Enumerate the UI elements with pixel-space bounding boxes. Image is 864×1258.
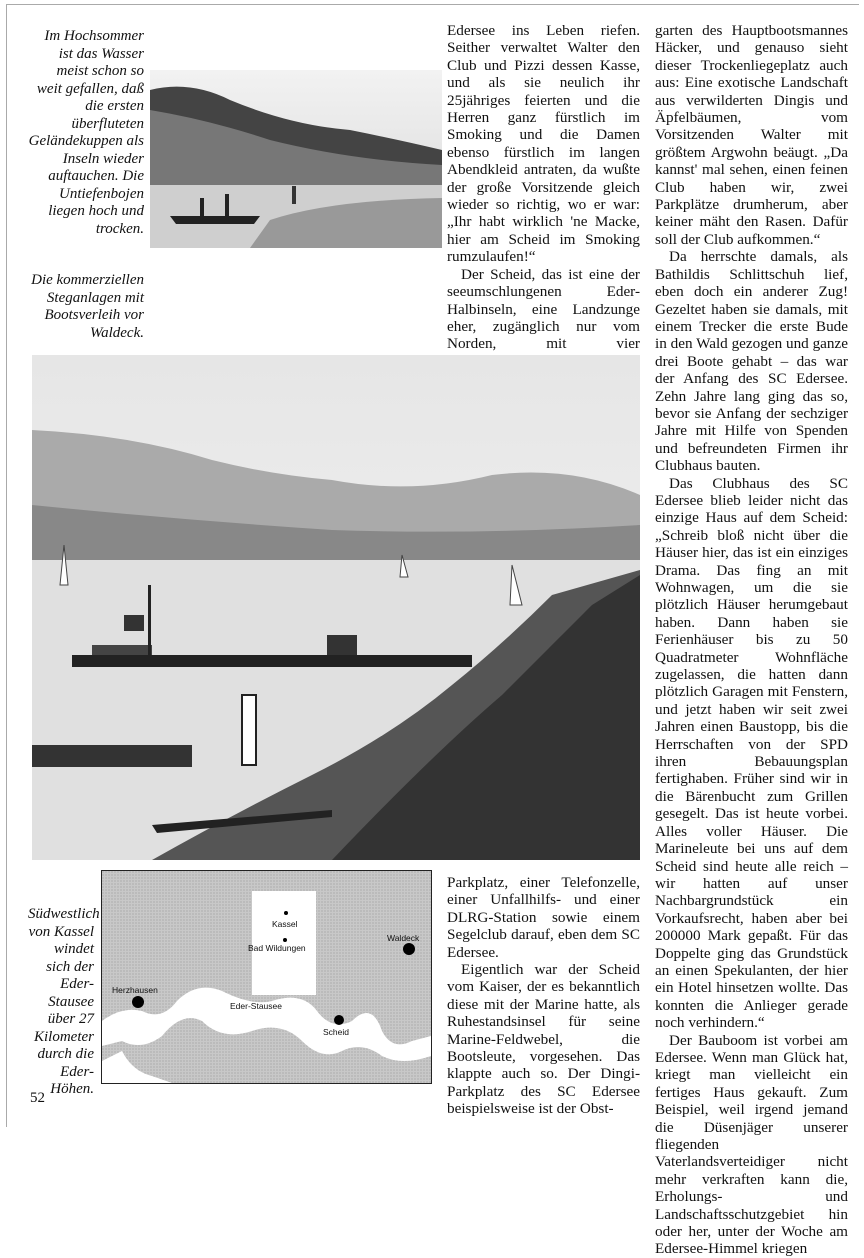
herzhausen-dot	[132, 996, 144, 1008]
bad-wildungen-dot	[283, 938, 287, 942]
paragraph: Da herrschte damals, als Bathildis Schlittschuh lief, eben doch ein anderer Zug! Gezeltet haben sie damals, mit einem Trecker die erste Bude in den Wald gezogen und ganze drei Boote gehabt – das war der Anfang des SC Edersee. Zehn Jahre lang ging das so, bevor sie Anfang der sechziger Jahre mit Hilfe von Spenden und befreundeten Firmen ihr Clubhaus bauten.	[655, 248, 848, 475]
caption-middle: Die kommerziellen Steganlagen mit Bootsverleih vor Waldeck.	[31, 272, 144, 341]
paragraph: Das Clubhaus des SC Edersee blieb leider nicht das einzige Haus auf dem Scheid: „Schreib bloß nicht über die Häuser hier, das ist ein einziges Drama. Das fing an mit Wohnwagen, um die sie plötzlich Häuser herumgebaut haben. Dann haben sie Ferienhäuser bis zu 50 Quadratmeter Wohnfläche zugelassen, die hatten dann plötzlich Garagen mit Fenstern, und jetzt haben wir seit zwei Jahren einen Baustopp, bis die Herrschaften von der SPD ihren Bebauungsplan fertighaben. Früher sind wir in die Bärenbucht zum Grillen gesegelt. Das ist heute vorbei. Alles voller Häuser. Die Marineleute bei uns auf dem Scheid sind heute alle reich – wir hatten auf unser Nachbargrundstück ein Vorkaufsrecht, haben aber bei 200000 Mark gepaßt. Für das Doppelte ging das Grundstück an einen Spekulanten, der hier ein Hotel hinsetzen wollte. Das konnten die Anlieger gerade noch verhindern.“	[655, 474, 848, 1032]
paragraph: Parkplatz, einer Telefonzelle, einer Unfallhilfs- und einer DLRG-Station sowie einem Segelclub darauf, eben dem SC Edersee.	[447, 874, 640, 961]
column-2	[655, 22, 848, 1258]
paragraph: Der Bauboom ist vorbei am Edersee. Wenn man Glück hat, kriegt man vielleicht ein fertiges Haus gekauft. Zum Beispiel, weil irgend jemand die Düsenjäger unserer fliegenden Vaterlandsverteidiger nicht mehr verkraften kann die, Erholungs- und Landschaftsschutzgebiet hin oder her, unter der Woche am Edersee-Himmel kriegen	[655, 1031, 848, 1258]
map-label-bad-wildungen: Bad Wildungen	[248, 943, 306, 953]
map-label-herzhausen: Herzhausen	[112, 985, 158, 995]
map-eder-stausee	[101, 870, 432, 1084]
photo-jetty-waldeck	[32, 355, 640, 860]
scheid-dot	[334, 1015, 344, 1025]
paragraph: Edersee ins Leben riefen. Seither verwaltet Walter den Club und Pizzi dessen Kasse, und als sie neulich ihr 25jähriges feierten und die Herren ganz fürstlich im Smoking und die Damen ebenso fürstlich im langen Abendkleid antraten, da wußte der große Vorsitzende gleich wieder so richtig, wo er war: „Ihr habt wirklich 'ne Macke, hier am Scheid im Smoking rumzulaufen!“	[447, 22, 640, 266]
paragraph: Eigentlich war der Scheid vom Kaiser, der es bekanntlich diese mit der Marine hatte, als Ruhestandsinsel für seine Marine-Feldwebel, die Bootsleute, vorgesehen. Das klappte auch so. Der Dingi-Parkplatz des SC Edersee beispielsweise ist der Obst-	[447, 961, 640, 1118]
column-1-top	[447, 22, 640, 405]
map-label-waldeck: Waldeck	[387, 933, 420, 943]
map-label-scheid: Scheid	[323, 1027, 349, 1037]
page-number: 52	[30, 1090, 45, 1106]
caption-top: Im Hochsommer ist das Wasser meist schon so weit gefallen, daß die ersten überfluteten Geländekuppen als Inseln wieder auftauchen. Die Untiefenbojen liegen hoch und trocken.	[28, 28, 144, 237]
map-label-eder-stausee: Eder-Stausee	[230, 1001, 282, 1011]
kassel-dot	[284, 911, 288, 915]
map-label-kassel: Kassel	[272, 919, 298, 929]
paragraph: garten des Hauptbootsmannes Häcker, und genauso sieht dieser Trockenliegeplatz auch aus: Eine exotische Landschaft aus verwilderten Dingis und Äpfelbäumen, vom Vorsitzenden Walter mit größtem Argwohn beäugt. „Da kannst' mal sehen, einen feinen Club haben wir, zwei Parkplätze drumherum, aber keiner mäht den Rasen. Dafür soll der Club aufkommen.“	[655, 22, 848, 248]
photo-lake-islands	[150, 70, 442, 248]
caption-bottom: Südwestlich von Kassel windet sich der Eder-Stausee über 27 Kilometer durch die Eder-Höhen.	[28, 906, 100, 1097]
column-1-bottom	[447, 874, 640, 1118]
paragraph: Der Scheid, das ist eine der seeumschlungenen Eder-Halbinseln, eine Landzunge eher, zugänglich nur vom Norden, mit vier	[447, 265, 640, 353]
waldeck-dot	[403, 943, 415, 955]
